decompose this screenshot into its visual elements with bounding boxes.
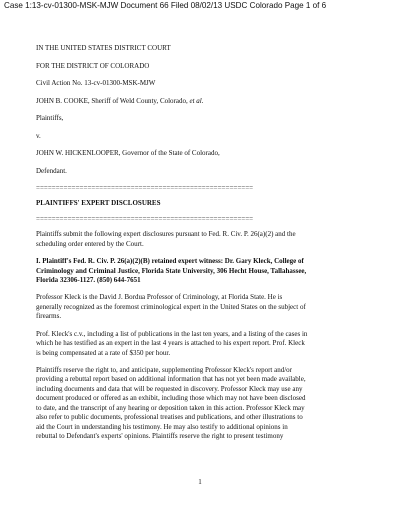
separator-bottom: ======================================================= bbox=[36, 214, 254, 223]
page-number: 1 bbox=[198, 478, 202, 486]
expert-bio-paragraph: Professor Kleck is the David J. Bordua Professor of Criminology, at Florida State. He is generally recognized as the foremost criminological expert in the United States on the subject of firearms. bbox=[36, 293, 306, 321]
defendant-label: Defendant. bbox=[36, 166, 67, 175]
separator-top: ======================================================= bbox=[36, 184, 254, 192]
case-header: Case 1:13-cv-01300-MSK-MJW Document 66 Filed 08/02/13 USDC Colorado Page 1 of 6 bbox=[4, 1, 327, 10]
expert-heading: I. Plaintiff's Fed. R. Civ. P. 26(a)(2)(B) retained expert witness: Dr. Gary Kleck, College of Criminology and Criminal Justice, Florida State University, 306 Hecht House, Tallahassee, Florida 32306-1127. (850) 644-7651 bbox=[36, 257, 307, 284]
defendant-name: JOHN W. HICKENLOOPER, Governor of the State of Colorado, bbox=[36, 149, 220, 157]
plaintiffs-label: Plaintiffs, bbox=[36, 114, 64, 122]
document-body bbox=[36, 44, 366, 441]
intro-paragraph: Plaintiffs submit the following expert disclosures pursuant to Fed. R. Civ. P. 26(a)(2) and the scheduling order entered by the Court. bbox=[36, 230, 296, 248]
court-district: FOR THE DISTRICT OF COLORADO bbox=[36, 61, 150, 70]
reservation-paragraph: Plaintiffs reserve the right to, and anticipate, supplementing Professor Kleck's report and/or providing a rebuttal report based on additional information that has not yet been made available, including documents and data that will be requested in discovery. Professor Kleck may use any document produced or offered as an exhibit, including those which may not have been disclosed to date, and the transcript of any hearing or deposition taken in this action. Professor Kleck may also refer to public documents, professional treatises and publications, and other illustrations to aid the Court in understanding his testimony. He may also testify to additional opinions in rebuttal to Defendant's experts' opinions. Plaintiffs reserve the right to present testimony bbox=[36, 366, 306, 440]
civil-action-number: Civil Action No. 13-cv-01300-MSK-MJW bbox=[36, 79, 156, 87]
plaintiff-name bbox=[36, 97, 366, 106]
versus: v. bbox=[36, 131, 41, 140]
cv-paragraph: Prof. Kleck's c.v., including a list of publications in the last ten years, and a listing of the cases in which he has testified as an expert in the last 4 years is attached to his expert report. Prof. Kleck is being compensated at a rate of $350 per hour. bbox=[36, 329, 308, 357]
plaintiff-prefix: JOHN B. COOKE, Sheriff of Weld County, Colorado, bbox=[36, 96, 190, 105]
plaintiff-etal: et al. bbox=[189, 96, 204, 105]
document-title: PLAINTIFFS' EXPERT DISCLOSURES bbox=[36, 199, 161, 208]
court-name: IN THE UNITED STATES DISTRICT COURT bbox=[36, 44, 171, 52]
